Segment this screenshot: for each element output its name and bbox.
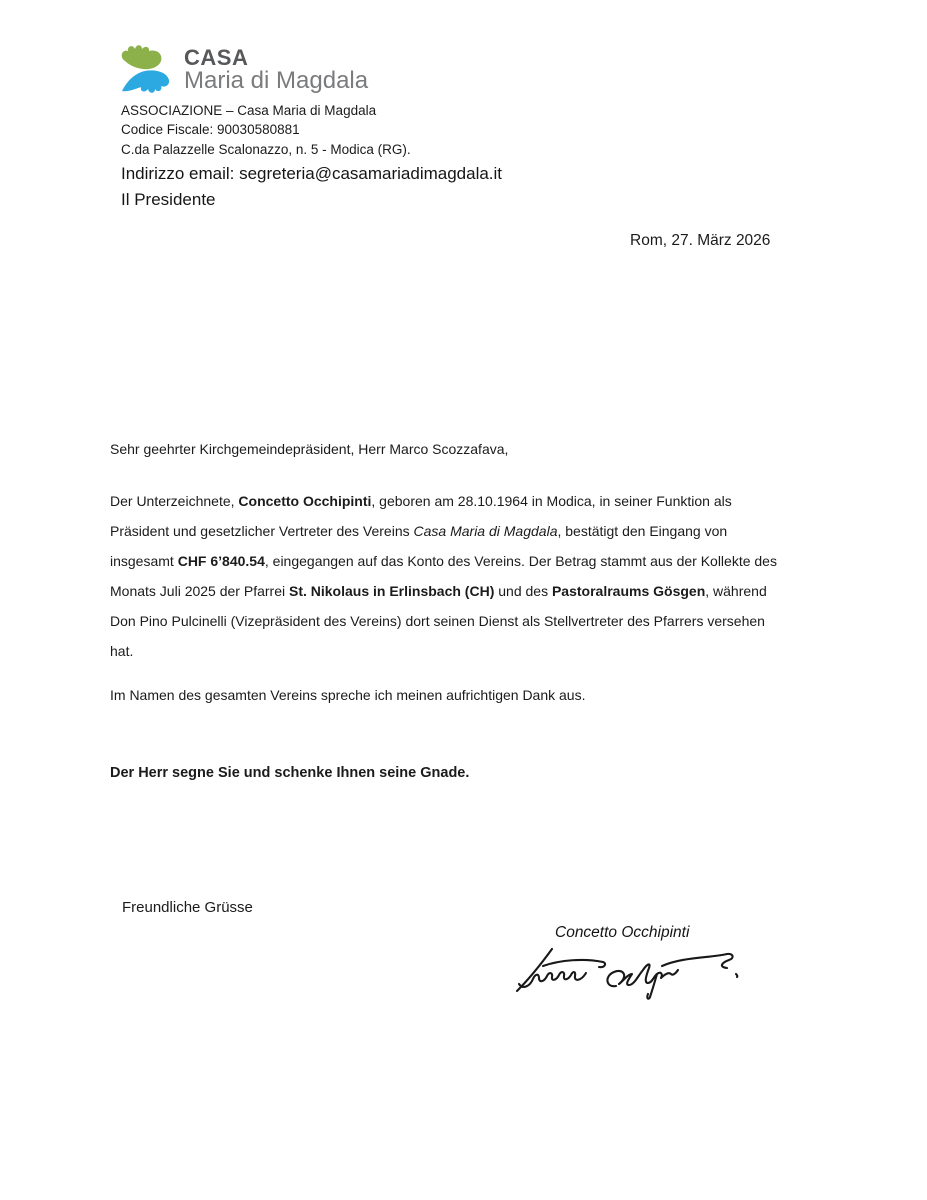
date-line: Rom, 27. März 2026 — [630, 232, 771, 249]
association-line: ASSOCIAZIONE – Casa Maria di Magdala — [121, 103, 377, 118]
blessing-line: Der Herr segne Sie und schenke Ihnen seine Gnade. — [110, 765, 470, 781]
letterhead — [116, 44, 368, 96]
handwritten-signature — [510, 945, 742, 1001]
thanks-line: Im Namen des gesamten Vereins spreche ich meinen aufrichtigen Dank aus. — [110, 687, 586, 703]
address-line: C.da Palazzelle Scalonazzo, n. 5 - Modica (RG). — [121, 141, 411, 157]
fiscal-code-line: Codice Fiscale: 90030580881 — [121, 122, 300, 138]
body-paragraph: Der Unterzeichnete, Concetto Occhipinti, geboren am 28.10.1964 in Modica, in seiner Funktion als Präsident und gesetzlicher Vertreter des Vereins Casa Maria di Magdala, bestätigt den Eingang von insgesamt CHF 6’840.54, eingegangen auf das Konto des Vereins. Der Betrag stammt aus der Kollekte des Monats Juli 2025 der Pfarrei St. Nikolaus in Erlinsbach (CH) und des Pastoralraums Gösgen, während Don Pino Pulcinelli (Vizepräsident des Vereins) dort seinen Dienst als Stellvertreter des Pfarrers versehen hat. — [110, 493, 777, 659]
role-line: Il Presidente — [121, 190, 216, 210]
logo-blue-hand — [122, 70, 169, 92]
salutation: Sehr geehrter Kirchgemeindepräsident, Herr Marco Scozzafava, — [110, 441, 509, 457]
logo-title: CASA — [184, 45, 249, 70]
letterhead-lines — [121, 101, 502, 214]
logo-text — [184, 44, 368, 93]
logo-green-hand — [122, 45, 162, 69]
logo-hands-icon — [116, 44, 180, 96]
email-line: Indirizzo email: segreteria@casamariadimagdala.it — [121, 163, 503, 183]
typed-signature-name: Concetto Occhipinti — [555, 924, 690, 941]
closing-line: Freundliche Grüsse — [122, 899, 253, 916]
logo-subtitle: Maria di Magdala — [184, 67, 369, 94]
